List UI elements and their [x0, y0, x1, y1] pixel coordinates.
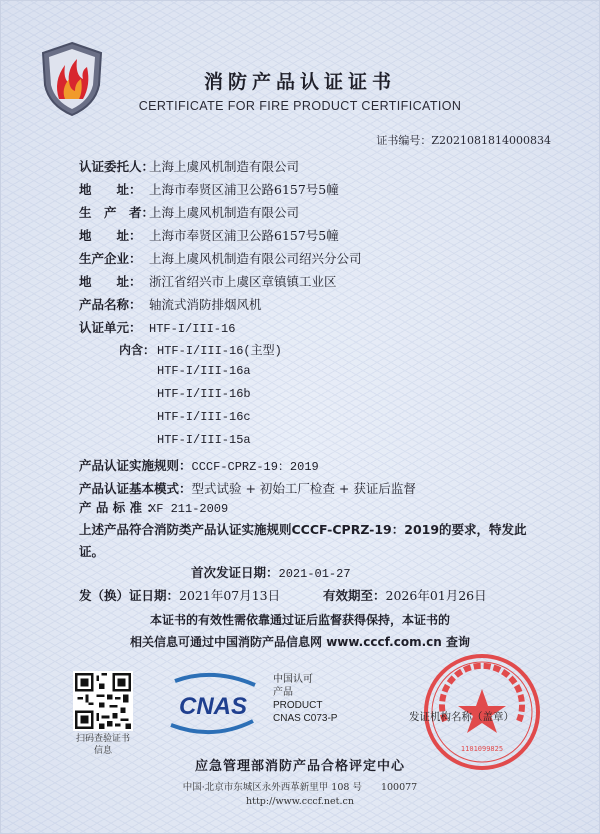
- cert-mode-row: 产品认证基本模式：型式试验 + 初始工厂检查 + 获证后监督: [79, 481, 416, 496]
- validity-note-2: 相关信息可通过中国消防产品信息网 www.cccf.com.cn 查询: [130, 635, 470, 649]
- qr-caption: 扫码查验证书信息: [75, 734, 130, 756]
- impl-rule-row: 产品认证实施规则：CCCF-CPRZ-19：2019: [79, 458, 319, 474]
- svg-text:CNAS: CNAS: [178, 693, 248, 720]
- issue-date: 发（换）证日期：2021年07月13日: [79, 588, 281, 603]
- product-name-row: 产品名称： 轴流式消防排烟风机: [79, 297, 262, 312]
- model-item: HTF-I/III-16a: [157, 364, 251, 378]
- certificate-subtitle: CERTIFICATE FOR FIRE PRODUCT CERTIFICATION: [138, 99, 462, 113]
- factory-row: 生产企业： 上海上虞风机制造有限公司绍兴分公司: [79, 251, 362, 266]
- issuer-address: 中国·北京市东城区永外西革新里甲 108 号 100077: [182, 782, 418, 793]
- contains-row: 内含： HTF-I/III-16(主型): [119, 343, 282, 358]
- svg-text:1101099825: 1101099825: [460, 745, 504, 753]
- cert-unit-row: 认证单元： HTF-I/III-16: [79, 320, 236, 336]
- producer-row: 生 产 者：上海上虞风机制造有限公司: [79, 205, 300, 220]
- client-address-row: 地 址： 上海市奉贤区浦卫公路6157号5幢: [79, 182, 339, 197]
- issuing-center-name: 应急管理部消防产品合格评定中心: [194, 759, 405, 774]
- issuer-website: http://www.cccf.net.cn: [246, 796, 354, 807]
- producer-address-row: 地 址： 上海市奉贤区浦卫公路6157号5幢: [79, 228, 339, 243]
- model-item: HTF-I/III-16c: [157, 410, 251, 424]
- factory-address-row: 地 址： 浙江省绍兴市上虞区章镇镇工业区: [79, 274, 337, 289]
- model-item: HTF-I/III-16b: [157, 387, 251, 401]
- certificate-title: 消防产品认证证书: [203, 71, 396, 93]
- certificate-number: 证书编号：Z2021081814000834: [376, 134, 551, 147]
- cnas-info: 中国认可 产品 PRODUCT CNAS C073-P: [273, 674, 338, 724]
- valid-until: 有效期至：2026年01月26日: [323, 588, 487, 603]
- model-item: HTF-I/III-15a: [157, 433, 251, 447]
- issuing-authority-note: 发证机构名称（盖章）: [409, 711, 514, 723]
- client-row: 认证委托人：上海上虞风机制造有限公司: [79, 159, 300, 174]
- validity-note-1: 本证书的有效性需依靠通过证后监督获得保持，本证书的: [149, 613, 450, 627]
- qr-code-icon: [73, 671, 133, 731]
- cnas-logo-icon: [163, 671, 263, 735]
- first-issue-date: 首次发证日期：2021-01-27: [191, 565, 351, 581]
- standard-row: 产 品 标 准 ：XF 211-2009: [79, 500, 229, 516]
- conformity-statement: 上述产品符合消防类产品认证实施规则CCCF-CPRZ-19：2019的要求，特发此证。: [79, 522, 527, 559]
